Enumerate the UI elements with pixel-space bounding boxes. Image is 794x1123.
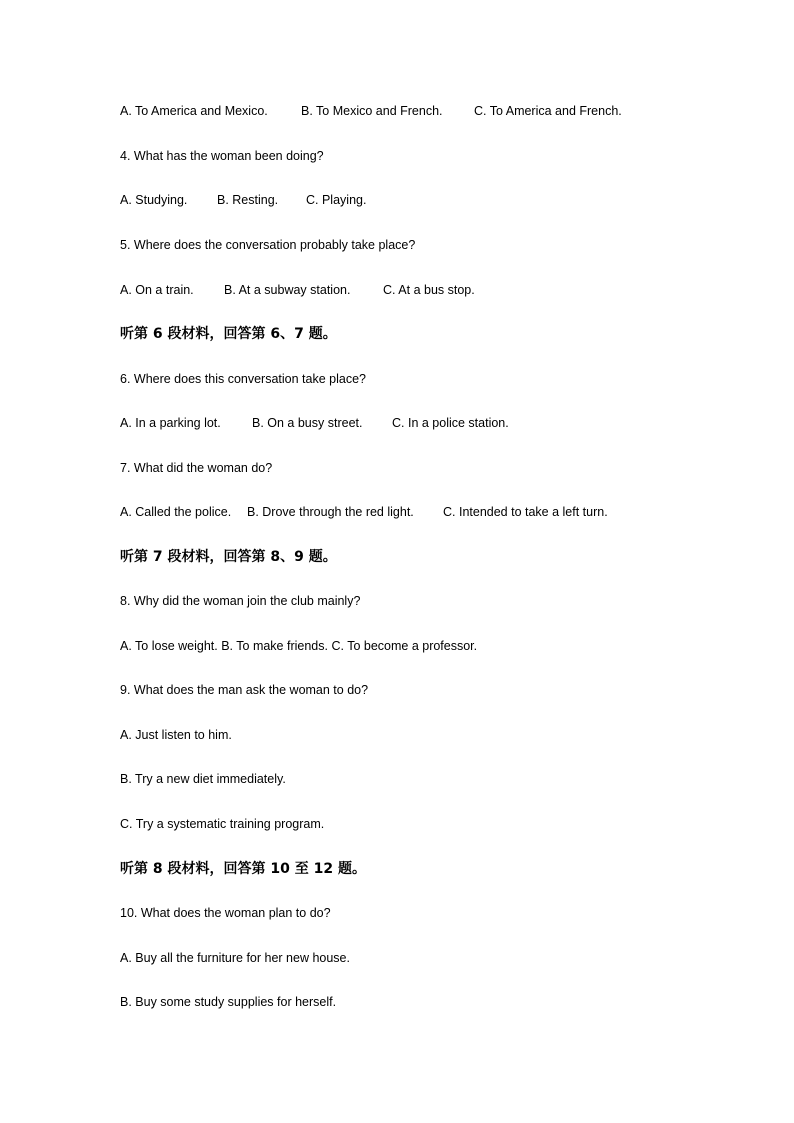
q7-options-line bbox=[120, 504, 608, 520]
q4-option-c: C. Playing. bbox=[306, 193, 367, 207]
q6-option-c: C. In a police station. bbox=[392, 416, 509, 430]
q4-options-line bbox=[120, 192, 366, 208]
q10-option-b: B. Buy some study supplies for herself. bbox=[120, 995, 337, 1009]
q6-options-line bbox=[120, 415, 509, 431]
q9-option-b: B. Try a new diet immediately. bbox=[120, 772, 286, 786]
q5-option-c: C. At a bus stop. bbox=[383, 283, 475, 297]
q6-option-a: A. In a parking lot. bbox=[120, 416, 221, 430]
q7-question: 7. What did the woman do? bbox=[120, 461, 273, 475]
q9-option-c: C. Try a systematic training program. bbox=[120, 817, 325, 831]
section-7-heading: 听第 7 段材料，回答第 8、9 题。 bbox=[120, 549, 337, 565]
q4-option-a: A. Studying. bbox=[120, 193, 188, 207]
q10-question: 10. What does the woman plan to do? bbox=[120, 906, 331, 920]
q3-option-b: B. To Mexico and French. bbox=[301, 104, 443, 118]
q7-option-c: C. Intended to take a left turn. bbox=[443, 505, 608, 519]
q5-options-line bbox=[120, 282, 475, 298]
q4-option-b: B. Resting. bbox=[217, 193, 279, 207]
q9-option-a: A. Just listen to him. bbox=[120, 728, 232, 742]
q3-options-line bbox=[120, 103, 622, 119]
q5-option-a: A. On a train. bbox=[120, 283, 194, 297]
q6-option-b: B. On a busy street. bbox=[252, 416, 363, 430]
q4-question: 4. What has the woman been doing? bbox=[120, 149, 324, 163]
q8-question: 8. Why did the woman join the club mainly? bbox=[120, 594, 361, 608]
q9-question: 9. What does the man ask the woman to do? bbox=[120, 683, 369, 697]
section-8-heading: 听第 8 段材料，回答第 10 至 12 题。 bbox=[120, 861, 366, 877]
section-6-heading: 听第 6 段材料，回答第 6、7 题。 bbox=[120, 326, 337, 342]
q10-option-a: A. Buy all the furniture for her new house. bbox=[120, 951, 350, 965]
q6-question: 6. Where does this conversation take place? bbox=[120, 372, 366, 386]
q7-option-b: B. Drove through the red light. bbox=[247, 505, 414, 519]
q5-question: 5. Where does the conversation probably take place? bbox=[120, 238, 416, 252]
q3-option-c: C. To America and French. bbox=[474, 104, 622, 118]
q8-options-line: A. To lose weight. B. To make friends. C. To become a professor. bbox=[120, 639, 478, 653]
q5-option-b: B. At a subway station. bbox=[224, 283, 351, 297]
q7-option-a: A. Called the police. bbox=[120, 505, 232, 519]
q3-option-a: A. To America and Mexico. bbox=[120, 104, 268, 118]
